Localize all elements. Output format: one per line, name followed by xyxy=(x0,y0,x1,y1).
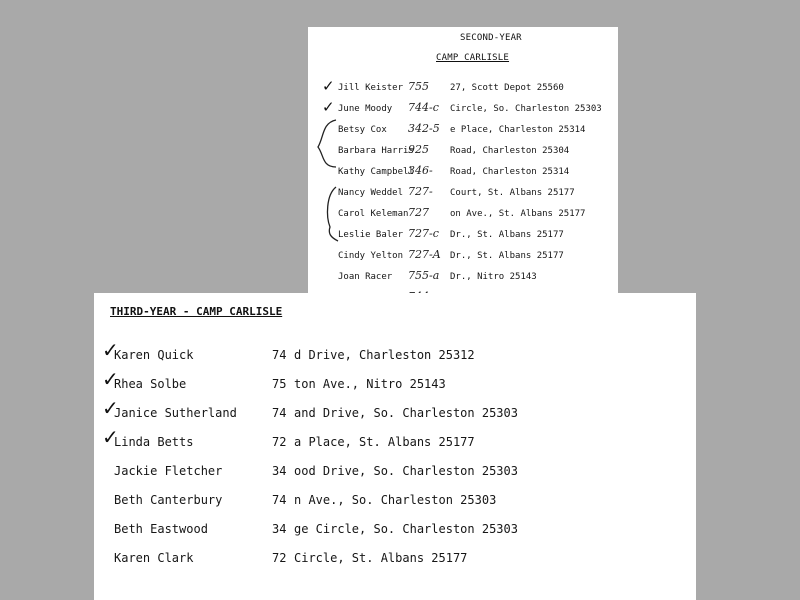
row-number: 744-c xyxy=(408,101,439,114)
row-address: on Ave., St. Albans 25177 xyxy=(450,209,586,219)
row-name: Beth Eastwood xyxy=(114,522,208,536)
row-address: Circle, So. Charleston 25303 xyxy=(450,104,602,114)
row-address: d Drive, Charleston 25312 xyxy=(294,348,475,362)
row-number: 925 xyxy=(408,143,429,156)
row-address: Circle, St. Albans 25177 xyxy=(294,551,468,565)
row-name: Rhea Solbe xyxy=(114,377,187,391)
row-number: 727-c xyxy=(408,227,439,240)
row-address: ood Drive, So. Charleston 25303 xyxy=(294,464,518,478)
row-name: June Moody xyxy=(338,104,393,114)
row-name: Betsy Cox xyxy=(338,125,387,135)
row-name: Jill Keister xyxy=(338,83,404,93)
row-address: Dr., St. Albans 25177 xyxy=(450,230,564,240)
row-address: Dr., Nitro 25143 xyxy=(450,272,537,282)
row-name: Nancy Weddel xyxy=(338,188,404,198)
row-number: 727 xyxy=(408,206,429,219)
row-number: 72 xyxy=(272,551,287,565)
row-name: Linda Betts xyxy=(114,435,194,449)
row-name: Janice Sutherland xyxy=(114,406,237,420)
row-name: Joan Racer xyxy=(338,272,393,282)
row-name: Leslie Baler xyxy=(338,230,404,240)
row-number: 72 xyxy=(272,435,287,449)
row-address: 27, Scott Depot 25560 xyxy=(450,83,564,93)
row-number: 755-a xyxy=(408,269,440,282)
row-address: n Ave., So. Charleston 25303 xyxy=(294,493,497,507)
second-year-sheet xyxy=(308,27,618,300)
third-year-sheet xyxy=(94,293,696,600)
row-name: Kathy Campbell xyxy=(338,167,414,177)
third-year-title: THIRD-YEAR - CAMP CARLISLE xyxy=(110,305,283,318)
row-name: Jackie Fletcher xyxy=(114,464,223,478)
row-address: ge Circle, So. Charleston 25303 xyxy=(294,522,518,536)
second-year-title: SECOND-YEAR xyxy=(460,33,522,43)
row-number: 34 xyxy=(272,522,287,536)
row-address: Road, Charleston 25304 xyxy=(450,146,570,156)
row-address: Road, Charleston 25314 xyxy=(450,167,570,177)
checkmark-icon: ✓ xyxy=(102,338,119,362)
row-number: 755 xyxy=(408,80,429,93)
checkmark-icon: ✓ xyxy=(102,367,119,391)
row-number: 74 xyxy=(272,348,287,362)
row-number: 74 xyxy=(272,493,287,507)
checkmark-icon: ✓ xyxy=(322,77,335,95)
row-number: 34 xyxy=(272,464,287,478)
second-year-subtitle: CAMP CARLISLE xyxy=(436,53,510,63)
row-number: 74 xyxy=(272,406,287,420)
row-address: a Place, St. Albans 25177 xyxy=(294,435,475,449)
row-address: ton Ave., Nitro 25143 xyxy=(294,377,446,391)
row-number: 727- xyxy=(408,185,433,198)
row-name: Carol Keleman xyxy=(338,209,409,219)
row-name: Karen Clark xyxy=(114,551,194,565)
checkmark-icon: ✓ xyxy=(322,98,335,116)
row-address: Dr., St. Albans 25177 xyxy=(450,251,564,261)
row-name: Beth Canterbury xyxy=(114,493,223,507)
checkmark-icon: ✓ xyxy=(102,425,119,449)
row-address: and Drive, So. Charleston 25303 xyxy=(294,406,518,420)
row-number: 342-5 xyxy=(408,122,440,135)
row-name: Barbara Harris xyxy=(338,146,414,156)
row-name: Cindy Yelton xyxy=(338,251,404,261)
row-number: 346- xyxy=(408,164,433,177)
row-name: Karen Quick xyxy=(114,348,194,362)
row-address: e Place, Charleston 25314 xyxy=(450,125,586,135)
row-number: 727-A xyxy=(408,248,441,261)
row-address: Court, St. Albans 25177 xyxy=(450,188,575,198)
checkmark-icon: ✓ xyxy=(102,396,119,420)
row-number: 75 xyxy=(272,377,287,391)
